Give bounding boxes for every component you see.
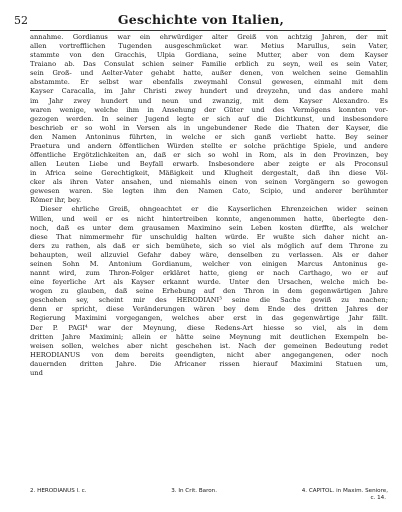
footnotes — [30, 488, 388, 502]
text-line: Traiano ab. Das Consulat schien seiner Familie erblich zu seyn, weil es sein Vater, — [30, 60, 388, 69]
text-line: gewesen waren. Sie legten ihm den Namen Cato, Scipio, und anderer berühmter — [30, 187, 388, 196]
text-line: ders zu rathen, als daß er sich bemühete, sich so viel als möglich auf dem Throne zu — [30, 241, 388, 250]
text-line: seinen Sohn M. Antonium Gordianum, welcher von einigen Marcus Antoninus ge- — [30, 259, 388, 268]
text-line: abstammte. Er selbst war ebenfalls zweymahl Consul gewesen, einmahl mit dem — [30, 78, 388, 87]
text-line: im Jahr zwey hundert und neun und zwanzig, mit dem Kayser Alexandro. Es — [30, 96, 388, 105]
text-line: cker als ihren Vater ansahen, und niemahls einen von seinen Vorgängern so gewogen — [30, 178, 388, 187]
text-line: Praetura und andern öffentlichen Würden stellte er solche prächtige Spiele, und andere — [30, 141, 388, 150]
footnote-4: 4. CAPITOL. in Maxim. Seniore, — [301, 488, 388, 494]
text-line: denn er spricht, diese Veränderungen wären bey dem Ende des dritten Jahres der — [30, 305, 388, 314]
text-line: HERODIANUS von dem bereits geendigten, nicht aber angegangenen, oder noch — [30, 350, 388, 359]
text-line: Willen, und weil er es nicht hintertreiben konnte, angenommen hatte, überlegte den- — [30, 214, 388, 223]
text-line: noch, daß es unter dem grausamen Maximino sein Leben kosten dürffte, als welcher — [30, 223, 388, 232]
page-number: 52 — [14, 14, 28, 27]
text-line: nannt wird, zum Thron-Folger erkläret hatte, gieng er nach Carthago, wo er auf — [30, 269, 388, 278]
text-line: waren wenige, welche ihm in Ansehung der Güter und des Vermögens konnten vor- — [30, 105, 388, 114]
text-line: gezogen werden. In seiner Jugend legte er sich auf die Dichtkunst, und insbesondere — [30, 114, 388, 123]
text-line: weisen sollen, welches aber nicht geschehen ist. Nach der gemeinen Bedeutung redet — [30, 341, 388, 350]
text-line: stammte von den Gracchis, Ulpia Gordiana, seine Mutter, aber von dem Kayser — [30, 51, 388, 60]
text-line: sein Groß- und Aelter-Vater gehabt hatte, außer denen, von welchen seine Gemahlin — [30, 69, 388, 78]
text-line: Dieser ehrliche Greiß, ohngeachtet er die Kayserlichen Ehrenzeichen wider seinen — [40, 205, 388, 214]
text-line: eine feyerliche Art als Kayser erkannt wurde. Unter den Ursachen, welche mich be- — [30, 278, 388, 287]
text-line: behaupten, weil allzuviel Gefahr dabey wäre, denselben zu verlassen. Als er daher — [30, 250, 388, 259]
body-text — [30, 33, 388, 378]
text-line: den Namen Antoninus führten, in welche er sich ganß verliebt hatte. Bey seiner — [30, 132, 388, 141]
text-line: dauernden dritten Jahre. Die Africaner rissen hierauf Maximini Statuen um, — [30, 359, 388, 368]
text-line: geschehen sey, scheint mir des HERODIANI³ seine die Sache gewiß zu machen; — [30, 296, 388, 305]
header-rule — [30, 30, 386, 31]
text-line: und — [30, 368, 43, 377]
text-line: beschrieb er so wohl in Versen als in ungebundener Rede die Thaten der Kayser, die — [30, 123, 388, 132]
text-line: dritten Jahre Maximini; allein er hätte seine Meynung mit deutlichen Exempeln be- — [30, 332, 388, 341]
text-line: öffentliche Ergötzlichkeiten an, daß er sich so wohl in Rom, als in den Provinzen, bey — [30, 151, 388, 160]
footnote-2: 2. HERODIANUS l. c. — [30, 488, 87, 494]
text-line: Römer ihr, bey. — [30, 196, 82, 205]
footnote-3: 3. In Crit. Baron. — [171, 488, 218, 494]
text-line: wogen zu glauben, daß seine Erhebung auf den Thron in dem gegenwärtigen Jahre — [30, 287, 388, 296]
text-line: annahme. Gordianus war ein ehrwürdiger alter Greiß von achtzig Jahren, der mit — [30, 33, 388, 41]
page-header — [14, 12, 388, 28]
text-line: Der P. PAGI⁴ war der Meynung, diese Redens-Art hiesse so viel, als in dem — [30, 323, 388, 332]
footnote-row — [30, 488, 388, 495]
text-line: allen vortrefflichen Tugenden ausgeschmücket war. Metius Marullus, sein Vater, — [30, 42, 388, 51]
text-line: Regierung Maximini vorgegangen, welches aber erst in das gegenwärtige Jahr fällt. — [30, 314, 388, 323]
paragraph — [30, 205, 388, 377]
paragraph — [30, 33, 388, 205]
footnote-continuation: c. 14. — [370, 495, 386, 501]
text-line: in Africa seine Gerechtigkeit, Mäßigkeit und Klugheit dergestalt, daß ihn diese Völ- — [30, 169, 388, 178]
text-line: allen Leuten Liebe und Beyfall erwarb. Insbesondere aber zeigte er als Proconsul — [30, 160, 388, 169]
running-title: Geschichte von Italien, — [117, 12, 285, 27]
text-line: Kayser Caracalla, im Jahr Christi zwey hundert und dreyzehn, und das andere mahl — [30, 87, 388, 96]
text-line: diese That nimmermehr für unschuldig halten würde. Er wußte sich daher nicht an- — [30, 232, 388, 241]
